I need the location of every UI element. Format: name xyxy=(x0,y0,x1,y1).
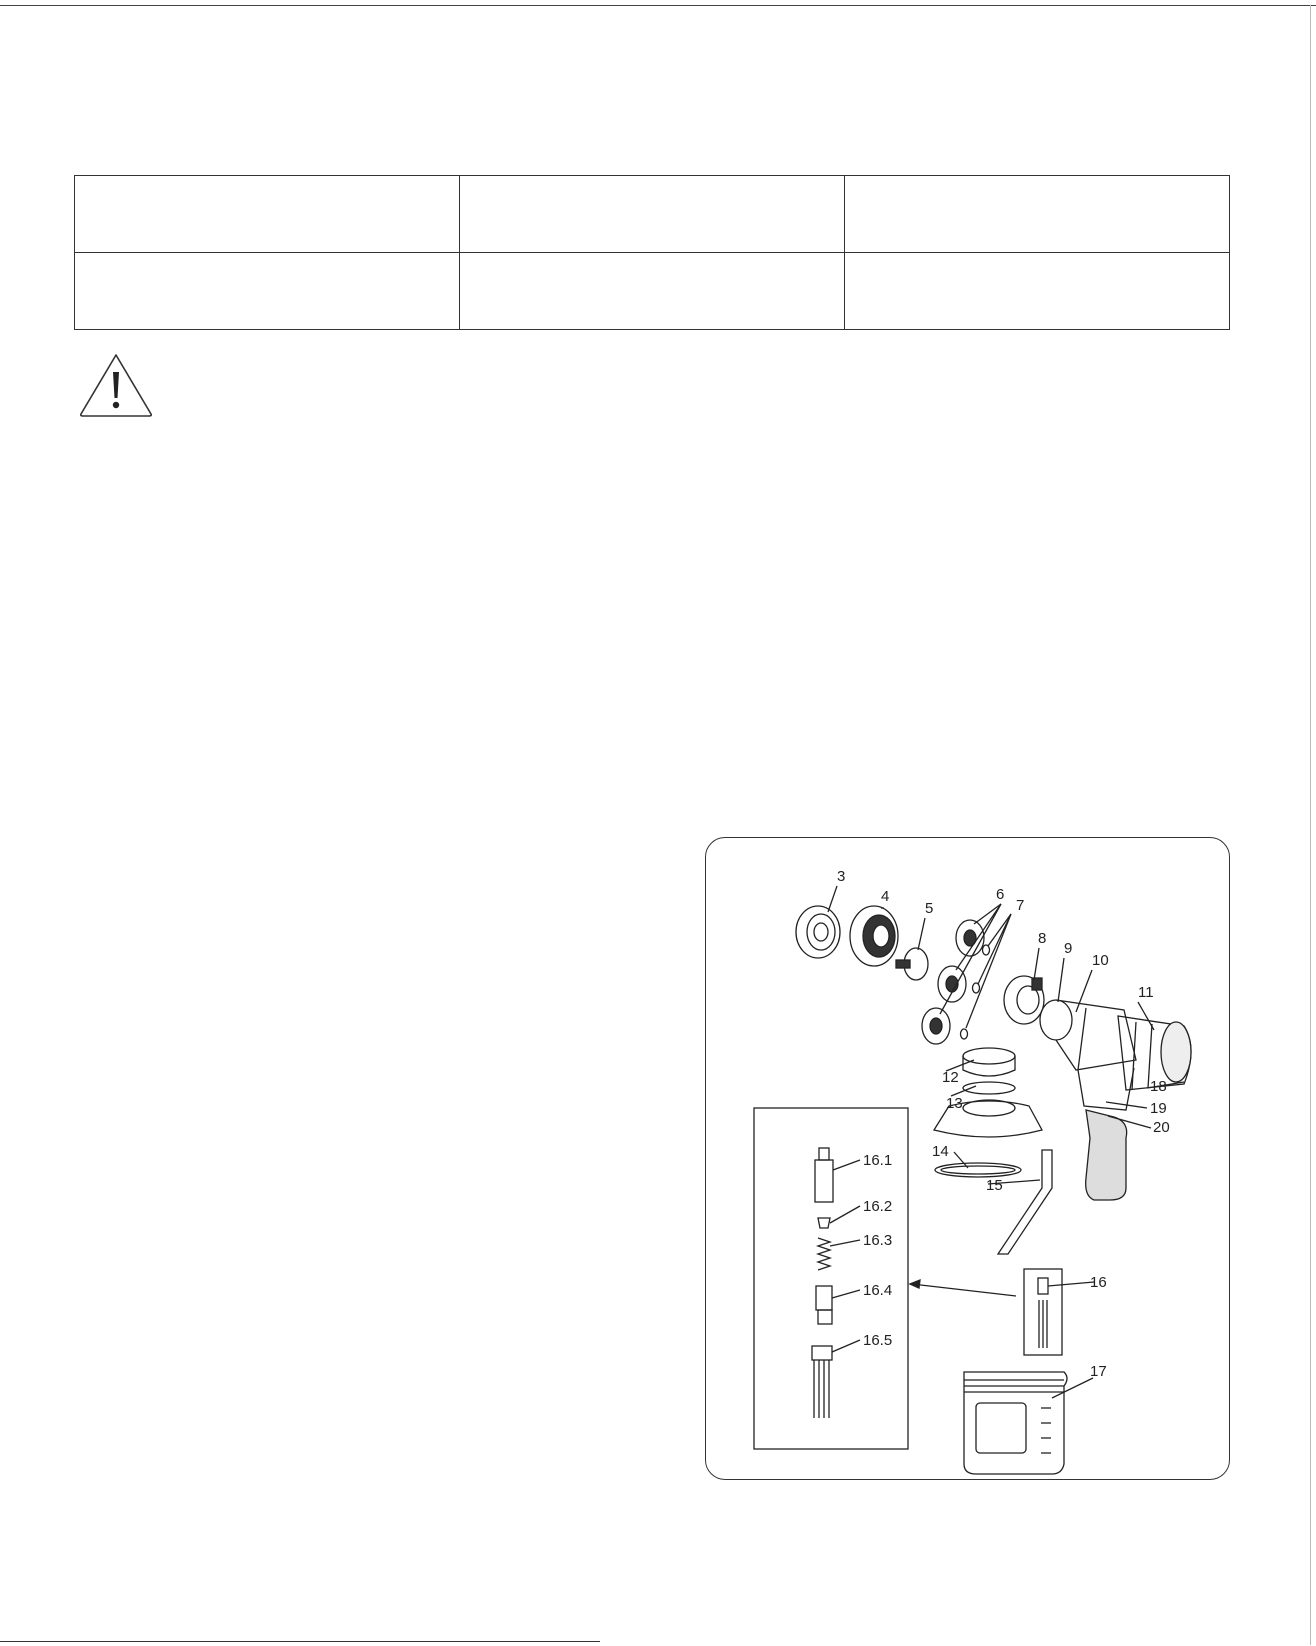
spec-table xyxy=(74,175,1230,330)
part-label-16-3: 16.3 xyxy=(863,1232,893,1249)
footer-rule xyxy=(0,1641,600,1642)
table-cell xyxy=(845,253,1230,330)
part-label-12: 12 xyxy=(942,1069,959,1086)
part-label-11: 11 xyxy=(1138,984,1154,1001)
part-label-16-1: 16.1 xyxy=(863,1152,893,1169)
part-label-16-4: 16.4 xyxy=(863,1282,893,1299)
table-row xyxy=(75,253,1230,330)
part-label-15: 15 xyxy=(986,1177,1003,1194)
part-label-13: 13 xyxy=(946,1095,963,1112)
part-label-14: 14 xyxy=(932,1143,949,1160)
table-cell xyxy=(75,176,460,253)
warning-triangle-icon xyxy=(78,352,154,418)
table-cell xyxy=(460,176,845,253)
table-cell xyxy=(845,176,1230,253)
exploded-parts-diagram xyxy=(705,837,1230,1480)
part-label-16: 16 xyxy=(1090,1274,1107,1291)
part-label-5: 5 xyxy=(925,900,934,917)
table-cell xyxy=(460,253,845,330)
table-cell xyxy=(75,253,460,330)
part-label-16-5: 16.5 xyxy=(863,1332,893,1349)
part-label-16-2: 16.2 xyxy=(863,1198,893,1215)
part-label-17: 17 xyxy=(1090,1363,1107,1380)
part-label-6: 6 xyxy=(996,886,1005,903)
part-label-3: 3 xyxy=(837,868,846,885)
part-label-9: 9 xyxy=(1064,940,1073,957)
table-row xyxy=(75,176,1230,253)
part-label-10: 10 xyxy=(1092,952,1109,969)
part-label-4: 4 xyxy=(881,888,890,905)
part-label-7: 7 xyxy=(1016,897,1025,914)
part-label-19: 19 xyxy=(1150,1100,1167,1117)
right-margin-rule xyxy=(1310,5,1311,1645)
part-label-20: 20 xyxy=(1153,1119,1170,1136)
part-label-8: 8 xyxy=(1038,930,1047,947)
part-label-18: 18 xyxy=(1150,1078,1167,1095)
top-rule xyxy=(0,5,1316,6)
